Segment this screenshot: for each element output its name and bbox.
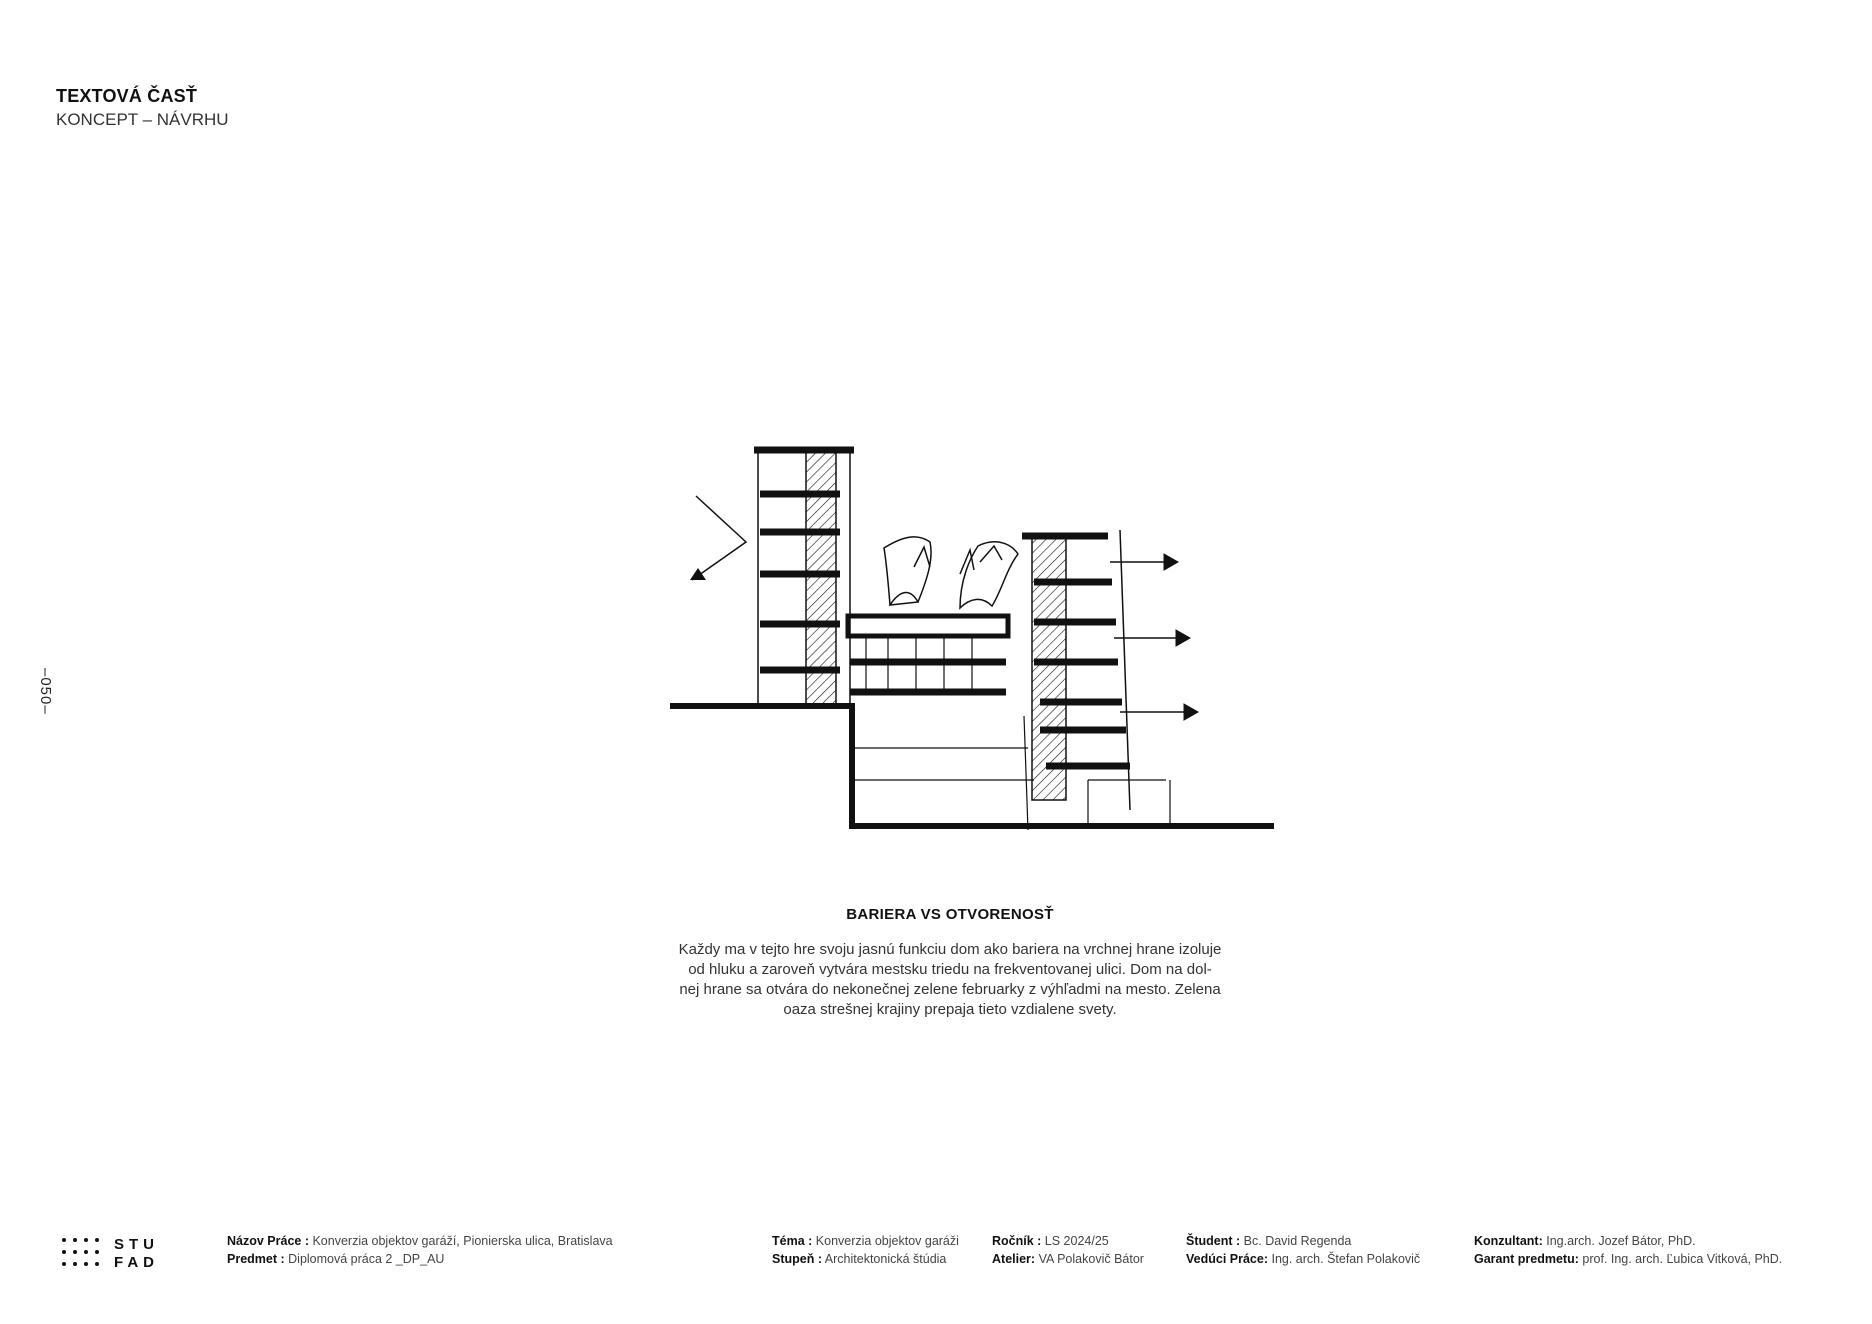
logo-text: STU FAD [114, 1236, 159, 1271]
description-line: oaza strešnej krajiny prepaja tieto vzdialene svety. [783, 1001, 1117, 1018]
title-block-footer [0, 1232, 1872, 1292]
page-subheading: KONCEPT – NÁVRHU [56, 110, 229, 129]
concept-section-sketch [660, 430, 1300, 850]
footer-student: Študent : Bc. David Regenda [1186, 1234, 1352, 1248]
description-line: Každy ma v tejto hre svoju jasnú funkciu dom ako bariera na vrchnej hrane izoluje [678, 941, 1222, 958]
footer-garant: Garant predmetu: prof. Ing. arch. Ľubica Vitková, PhD. [1474, 1252, 1783, 1266]
footer-rocnik: Ročník : LS 2024/25 [992, 1234, 1109, 1248]
left-tower [690, 450, 854, 705]
stu-fad-logo [62, 1236, 162, 1276]
description-line: od hluku a zaroveň vytvára mestsku triedu na frekventovanej ulici. Dom na dol- [688, 961, 1212, 978]
footer-nazov: Názov Práce : Konverzia objektov garáží, Pionierska ulica, Bratislava [227, 1234, 613, 1248]
footer-tema: Téma : Konverzia objektov garáži [772, 1234, 959, 1248]
page-number: –050– [37, 668, 54, 715]
middle-block [848, 537, 1018, 692]
footer-stupen: Stupeň : Architektonická štúdia [772, 1252, 947, 1266]
footer-atelier: Atelier: VA Polakovič Bátor [992, 1252, 1144, 1266]
terrain [670, 706, 1274, 830]
footer-veduci: Vedúci Práce: Ing. arch. Štefan Polakovič [1186, 1252, 1421, 1266]
footer-konzultant: Konzultant: Ing.arch. Jozef Bátor, PhD. [1474, 1234, 1696, 1248]
footer-predmet: Predmet : Diplomová práca 2 _DP_AU [227, 1252, 445, 1266]
page-heading: TEXTOVÁ ČASŤ [56, 86, 198, 106]
description-line: nej hrane sa otvára do nekonečnej zelene februarky z výhľadmi na mesto. Zelena [679, 981, 1221, 998]
section-description [660, 940, 1240, 1020]
right-tower [1022, 530, 1198, 810]
section-title: BARIERA VS OTVORENOSŤ [846, 906, 1054, 923]
